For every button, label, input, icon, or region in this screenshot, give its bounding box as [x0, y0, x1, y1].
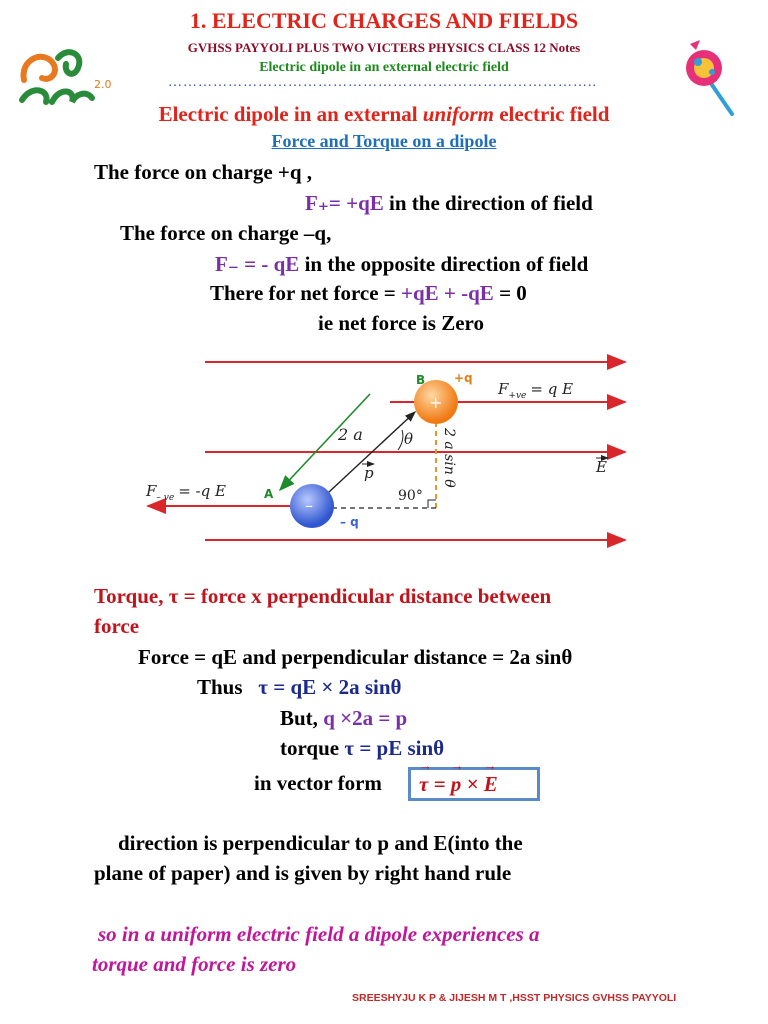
thus-label: Thus — [197, 675, 243, 699]
force-line-1: The force on charge +q , — [94, 160, 313, 184]
page-title: 1. ELECTRIC CHARGES AND FIELDS — [189, 8, 579, 33]
torque-line-4 — [197, 675, 402, 700]
topic-line: Electric dipole in an external electric field — [259, 60, 509, 75]
heading-text-post: electric field — [493, 102, 610, 126]
logo-left — [12, 40, 112, 110]
heading-text-pre: Electric dipole in an external — [158, 102, 423, 126]
vec-equals: = — [428, 772, 451, 796]
svg-text:+: + — [429, 393, 443, 412]
torque-definition: = force x perpendicular distance between — [178, 584, 552, 608]
force-line-2 — [305, 190, 593, 216]
heading-text-emphasis: uniform — [422, 102, 494, 126]
net-force-post: = 0 — [493, 281, 527, 305]
label-B: B — [416, 373, 426, 387]
vector-formula-box — [408, 767, 540, 801]
label-A: A — [264, 487, 274, 501]
net-force-formula: +qE + -qE — [401, 281, 494, 305]
label-E: E — [596, 458, 607, 476]
torque-word: torque — [280, 736, 345, 760]
force-line-6: ie net force is Zero — [318, 311, 485, 335]
label-p: p — [364, 464, 374, 482]
label-90: 90° — [398, 488, 423, 504]
theta-arc — [398, 430, 403, 450]
torque-line-3: Force = qE and perpendicular distance = 2a sinθ — [138, 645, 573, 669]
torque-tau: τ — [168, 584, 179, 608]
section-heading — [0, 102, 768, 127]
force-line-4 — [215, 251, 588, 277]
force-plus-formula: F₊= +qE — [305, 191, 384, 215]
label-2a-sin-theta: 2 a sin θ — [441, 428, 457, 488]
force-line-5 — [210, 281, 527, 306]
svg-text:2.0: 2.0 — [94, 78, 112, 91]
dipole-moment-formula: q ×2a = p — [323, 706, 408, 730]
torque-formula-1: τ = qE × 2a sinθ — [258, 675, 402, 699]
right-angle-mark — [428, 500, 436, 508]
vec-p: → p — [451, 772, 462, 797]
but-label: But, — [280, 706, 318, 730]
torque-line-2: force — [94, 614, 140, 638]
vector-form-label: in vector form — [254, 771, 382, 795]
torque-formula-2: = pE sinθ — [354, 736, 445, 760]
label-theta: θ — [404, 430, 414, 448]
force-minus-text: in the opposite direction of field — [299, 252, 589, 276]
svg-text:–: – — [305, 496, 313, 515]
direction-line-1: direction is perpendicular to p and E(into the — [118, 831, 523, 855]
page-subtitle: GVHSS PAYYOLI PLUS TWO VICTERS PHYSICS CLASS 12 Notes — [187, 40, 581, 55]
vec-tau: → τ — [419, 772, 428, 797]
label-plus-q: +q — [454, 371, 473, 385]
conclusion-line-1: so in a uniform electric field a dipole experiences a — [98, 922, 540, 946]
torque-line-1 — [94, 584, 551, 609]
net-force-pre: There for net force = — [210, 281, 401, 305]
torque-tau-2: τ — [344, 736, 355, 760]
vec-E: → E — [484, 772, 498, 797]
force-minus-formula: F₋ = - qE — [215, 252, 300, 276]
footer-credit: SREESHYJU K P & JIJESH M T ,HSST PHYSICS GVHSS PAYYOLI — [352, 992, 677, 1004]
dipole-diagram — [140, 340, 640, 560]
label-minus-q: – q — [340, 515, 359, 529]
section-subheading: Force and Torque on a dipole — [271, 131, 497, 151]
conclusion-line-2: torque and force is zero — [92, 952, 297, 976]
dotted-divider: ………………………………………………………………………….. — [168, 75, 597, 90]
label-2a: 2 a — [338, 425, 363, 444]
label-f-plus: $F_{+ve} = q$ E — [498, 380, 574, 401]
label-f-minus: $F_{- ve} = -q$ E — [146, 482, 226, 503]
vec-cross: × — [461, 772, 484, 796]
torque-line-5 — [280, 706, 407, 731]
force-plus-text: in the direction of field — [383, 191, 593, 215]
direction-line-2: plane of paper) and is given by right hand rule — [94, 861, 512, 885]
vector-formula — [419, 772, 498, 797]
torque-label: Torque, — [94, 584, 169, 608]
force-line-3: The force on charge –q, — [120, 221, 332, 245]
